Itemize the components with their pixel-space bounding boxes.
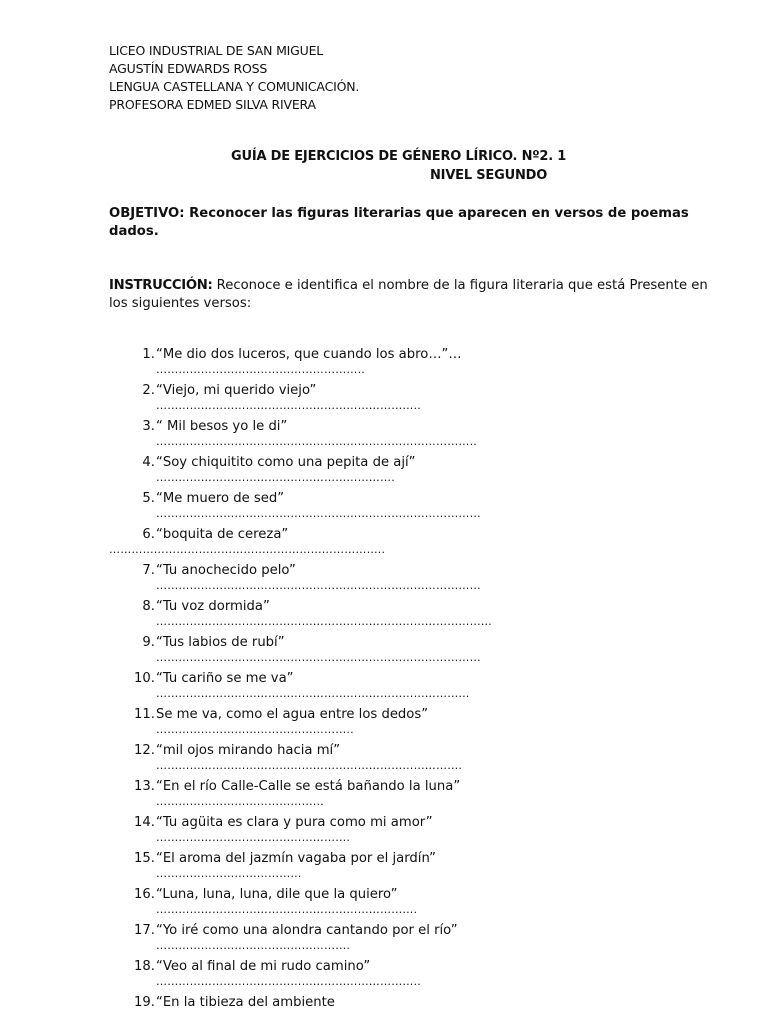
exercise-verse: “El aroma del jazmín vagaba por el jardín” xyxy=(156,851,436,866)
exercise-number: 6. xyxy=(142,527,155,542)
answer-line: …………………………………………………………………………… xyxy=(156,651,481,664)
exercise-verse: “Tu anochecido pelo” xyxy=(156,563,296,578)
answer-line: ……………………………………………. xyxy=(156,939,351,952)
exercise-item xyxy=(0,455,768,491)
exercise-verse: “Tu cariño se me va” xyxy=(156,671,294,686)
exercise-number: 7. xyxy=(142,563,155,578)
answer-line: ………………………………………………………………………….. xyxy=(156,435,477,448)
exercise-item xyxy=(0,959,768,995)
instruction-paragraph xyxy=(109,277,709,313)
exercise-item xyxy=(0,923,768,959)
instruction-text: Reconoce e identifica el nombre de la figura literaria que está Presente en los siguientes versos: xyxy=(109,278,708,311)
exercise-verse: “En el río Calle-Calle se está bañando la luna” xyxy=(156,779,461,794)
exercise-verse: “Soy chiquitito como una pepita de ají” xyxy=(156,455,416,470)
exercise-number: 19. xyxy=(134,995,155,1010)
answer-line: ……………………………………………………………….. xyxy=(109,543,386,556)
answer-line: ………………………………………………………………………… xyxy=(156,687,470,700)
exercise-verse: “Me dio dos luceros, que cuando los abro…”… xyxy=(156,347,462,362)
exercise-item xyxy=(0,887,768,923)
exercise-verse: “Viejo, mi querido viejo” xyxy=(156,383,317,398)
exercise-number: 15. xyxy=(134,851,155,866)
exercise-item xyxy=(0,383,768,419)
exercise-number: 3. xyxy=(142,419,155,434)
exercise-number: 1. xyxy=(142,347,155,362)
answer-line: …………………………………………….. xyxy=(156,723,354,736)
exercise-item xyxy=(0,491,768,527)
exercise-number: 11. xyxy=(134,707,155,722)
answer-line: …………………………………………………………………………… xyxy=(156,507,481,520)
exercise-verse: “En la tibieza del ambiente xyxy=(156,995,335,1010)
school-subname: AGUSTÍN EDWARDS ROSS xyxy=(109,61,268,76)
exercise-number: 13. xyxy=(134,779,155,794)
exercise-verse: “mil ojos mirando hacia mí” xyxy=(156,743,341,758)
exercise-verse: “Me muero de sed” xyxy=(156,491,285,506)
answer-line: ……………………………………………………………………………… xyxy=(156,615,492,628)
exercise-verse: “ Mil besos yo le di” xyxy=(156,419,288,434)
exercise-number: 4. xyxy=(142,455,155,470)
worksheet-level: NIVEL SEGUNDO xyxy=(430,168,548,183)
exercise-item xyxy=(0,995,768,1031)
exercise-item xyxy=(0,635,768,671)
exercise-item xyxy=(0,743,768,779)
exercise-number: 9. xyxy=(142,635,155,650)
exercise-verse: “Tu voz dormida” xyxy=(156,599,270,614)
worksheet-title: GUÍA DE EJERCICIOS DE GÉNERO LÍRICO. Nº2. 1 xyxy=(231,149,567,164)
exercise-item xyxy=(0,779,768,815)
exercise-number: 8. xyxy=(142,599,155,614)
exercise-item xyxy=(0,707,768,743)
exercise-item xyxy=(0,815,768,851)
exercise-verse: “Luna, luna, luna, dile que la quiero” xyxy=(156,887,398,902)
exercise-item xyxy=(0,563,768,599)
exercise-item xyxy=(0,419,768,455)
exercise-verse: “Yo iré como una alondra cantando por el río” xyxy=(156,923,458,938)
exercise-verse: “Tus labios de rubí” xyxy=(156,635,285,650)
exercise-item xyxy=(0,671,768,707)
teacher-name: PROFESORA EDMED SILVA RIVERA xyxy=(109,97,316,112)
exercise-item xyxy=(0,851,768,887)
subject-name: LENGUA CASTELLANA Y COMUNICACIÓN. xyxy=(109,79,360,94)
answer-line: …………………………………………………………….. xyxy=(156,399,421,412)
exercise-number: 14. xyxy=(134,815,155,830)
exercise-item xyxy=(0,347,768,383)
answer-line: ………………………………… xyxy=(156,867,302,880)
exercise-number: 10. xyxy=(134,671,155,686)
answer-line: ………………………………………………………. xyxy=(156,471,395,484)
answer-line: …………………………………………………………….. xyxy=(156,975,421,988)
exercise-number: 12. xyxy=(134,743,155,758)
answer-line: ……………………………………………. xyxy=(156,831,351,844)
answer-line: …………………………………………………………………………… xyxy=(156,579,481,592)
exercise-verse: Se me va, como el agua entre los dedos” xyxy=(156,707,429,722)
exercise-number: 5. xyxy=(142,491,155,506)
exercise-list xyxy=(0,347,768,1031)
exercise-item xyxy=(0,599,768,635)
objective-text: OBJETIVO: Reconocer las figuras literarias que aparecen en versos de poemas dados. xyxy=(109,206,689,239)
school-name: LICEO INDUSTRIAL DE SAN MIGUEL xyxy=(109,43,324,58)
answer-line: ………………………………………………………………………. xyxy=(156,759,463,772)
school-header xyxy=(109,42,359,114)
exercise-number: 17. xyxy=(134,923,155,938)
exercise-verse: “Veo al final de mi rudo camino” xyxy=(156,959,371,974)
exercise-verse: “boquita de cereza” xyxy=(156,527,289,542)
answer-line: ……………………………………… xyxy=(156,795,324,808)
answer-line: ……………………………………………….. xyxy=(156,363,365,376)
answer-line: ……………………………………………………………. xyxy=(156,903,418,916)
instruction-label: INSTRUCCIÓN: xyxy=(109,278,213,293)
exercise-item xyxy=(0,527,768,563)
exercise-number: 16. xyxy=(134,887,155,902)
exercise-number: 18. xyxy=(134,959,155,974)
exercise-number: 2. xyxy=(142,383,155,398)
exercise-verse: “Tu agüita es clara y pura como mi amor” xyxy=(156,815,433,830)
